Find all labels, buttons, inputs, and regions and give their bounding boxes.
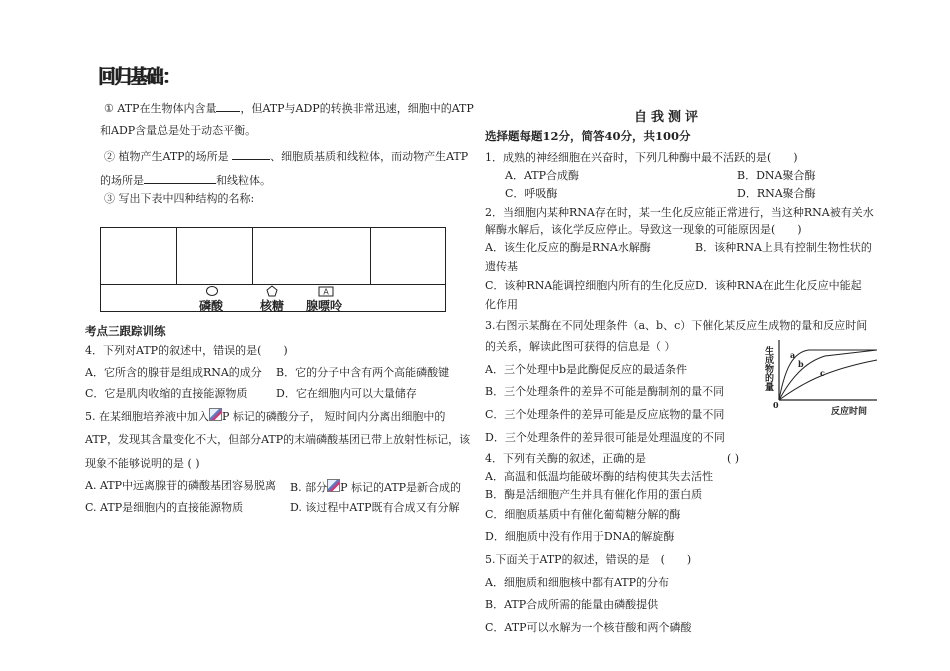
l-q5-option-b: B. 部分 P 标记的ATP是新合成的 (290, 481, 462, 494)
r-q3-option-b: B．三个处理条件的差异不可能是酶制剂的量不同 (485, 385, 725, 398)
l-q5-option-d: D. 该过程中ATP既有合成又有分解 (290, 501, 460, 514)
label-ribose: 核糖 (260, 299, 285, 313)
r-q5-stem: 5.下面关于ATP的叙述，错误的是 ( ) (485, 553, 692, 566)
r-q4-option-b: B．酶是活细胞产生并具有催化作用的蛋白质 (485, 488, 703, 501)
page-title: 自我测评 (634, 110, 703, 125)
r-q3-option-c: C．三个处理条件的差异可能是反应底物的量不同 (485, 408, 725, 421)
r-q5-option-c: C．ATP可以水解为一个核苷酸和两个磷酸 (485, 621, 692, 634)
curve-b-label: b (798, 359, 804, 369)
scoring-intro: 选择题每题12分，简答40分，共100分 (485, 129, 691, 143)
curve-c-label: c (820, 368, 825, 378)
r-q5-option-a: A．细胞质和细胞核中都有ATP的分布 (485, 576, 670, 589)
curve-a-label: a (790, 350, 796, 360)
r-q2-option-d: D．该种RNA在此生化反应中能起 (695, 279, 862, 292)
r-q1-option-c: C．呼吸酶 (505, 187, 558, 200)
training-section-title: 考点三跟踪训练 (85, 324, 166, 338)
r-q4-option-a: A．高温和低温均能破坏酶的结构使其失去活性 (485, 470, 713, 483)
l-q5-option-a: A. ATP中远离腺苷的磷酸基团容易脱离 (85, 479, 277, 492)
image-placeholder-icon (327, 479, 340, 492)
l-q4-option-c: C．它是肌肉收缩的直接能源物质 (85, 387, 248, 400)
enzyme-reaction-graph (765, 338, 880, 418)
r-q1-option-a: A．ATP合成酶 (505, 169, 580, 182)
l-q5-stem-line2: ATP，发现其含量变化不大，但部分ATP的末端磷酸基团已带上放射性标记，该 (85, 433, 471, 446)
fill-item-2-cont: 的场所是 和线粒体。 (100, 174, 271, 187)
l-q4-stem: 4．下列对ATP的叙述中，错误的是( ) (85, 344, 288, 357)
r-q2-stem-line2: 解酶水解后，该化学反应停止。导致这一现象的可能原因是( ) (485, 223, 802, 236)
section-heading: 回归基础： (98, 66, 178, 89)
l-q4-option-b: B．它的分子中含有两个高能磷酸键 (276, 366, 450, 379)
r-q4-answer-paren: ( ) (727, 452, 740, 465)
r-q2-option-c: C．该种RNA能调控细胞内所有的生化反应 (485, 279, 696, 292)
label-phosphate: 磷酸 (199, 299, 224, 313)
r-q4-stem: 4．下列有关酶的叙述，正确的是 (485, 452, 646, 465)
r-q2-stem-line1: 2．当细胞内某种RNA存在时，某一生化反应能正常进行，当这种RNA被有关水 (485, 206, 874, 219)
label-adenine: 腺嘌呤 (306, 299, 343, 313)
fill-item-2: ② 植物产生ATP的场所是 、细胞质基质和线粒体，而动物产生ATP (104, 150, 469, 163)
image-placeholder-icon (209, 408, 222, 421)
r-q2-option-b: B．该种RNA上具有控制生物性状的 (695, 241, 872, 254)
r-q3-stem-line2: 的关系，解读此图可获得的信息是（ ） (485, 340, 676, 353)
l-q4-option-a: A．它所含的腺苷是组成RNA的成分 (85, 366, 262, 379)
r-q2-option-d-cont: 化作用 (485, 298, 518, 311)
adenine-box-label: A (323, 287, 329, 297)
curve-c (779, 360, 877, 400)
fill-item-3: ③ 写出下表中四种结构的名称: (104, 192, 255, 205)
graph-x-label: 反应时间 (831, 407, 868, 417)
phosphate-circle-icon (207, 287, 218, 296)
l-q4-option-d: D．它在细胞内可以大量储存 (276, 387, 417, 400)
r-q2-option-b-cont: 遗传基 (485, 260, 518, 273)
l-q5-stem-line3: 现象不能够说明的是 ( ) (85, 457, 200, 470)
fill-item-1-cont: 和ADP含量总是处于动态平衡。 (100, 124, 257, 137)
r-q3-option-a: A．三个处理中b是此酶促反应的最适条件 (485, 363, 687, 376)
fill-item-1: ① ATP在生物体内含量 ，但ATP与ADP的转换非常迅速，细胞中的ATP (104, 102, 474, 115)
ribose-pentagon-icon (267, 286, 277, 296)
r-q1-option-b: B．DNA聚合酶 (737, 169, 816, 182)
r-q1-option-d: D．RNA聚合酶 (737, 187, 816, 200)
graph-origin-label: 0 (773, 400, 779, 410)
r-q5-option-b: B．ATP合成所需的能量由磷酸提供 (485, 598, 659, 611)
r-q3-option-d: D．三个处理条件的差异很可能是处理温度的不同 (485, 431, 725, 444)
graph-y-label: 生成物的量 (763, 346, 773, 391)
l-q5-option-c: C. ATP是细胞内的直接能源物质 (85, 501, 244, 514)
r-q4-option-d: D．细胞质中没有作用于DNA的解旋酶 (485, 530, 675, 543)
r-q2-option-a: A．该生化反应的酶是RNA水解酶 (485, 241, 651, 254)
r-q4-option-c: C．细胞质基质中有催化葡萄糖分解的酶 (485, 508, 681, 521)
r-q1-stem: 1．成熟的神经细胞在兴奋时，下列几种酶中最不活跃的是( ) (485, 151, 798, 164)
r-q3-stem-line1: 3.右图示某酶在不同处理条件（a、b、c）下催化某反应生成物的量和反应时间 (485, 319, 868, 332)
l-q5-stem-line1: 5. 在某细胞培养液中加入 P 标记的磷酸分子， 短时间内分离出细胞中的 (85, 410, 446, 423)
